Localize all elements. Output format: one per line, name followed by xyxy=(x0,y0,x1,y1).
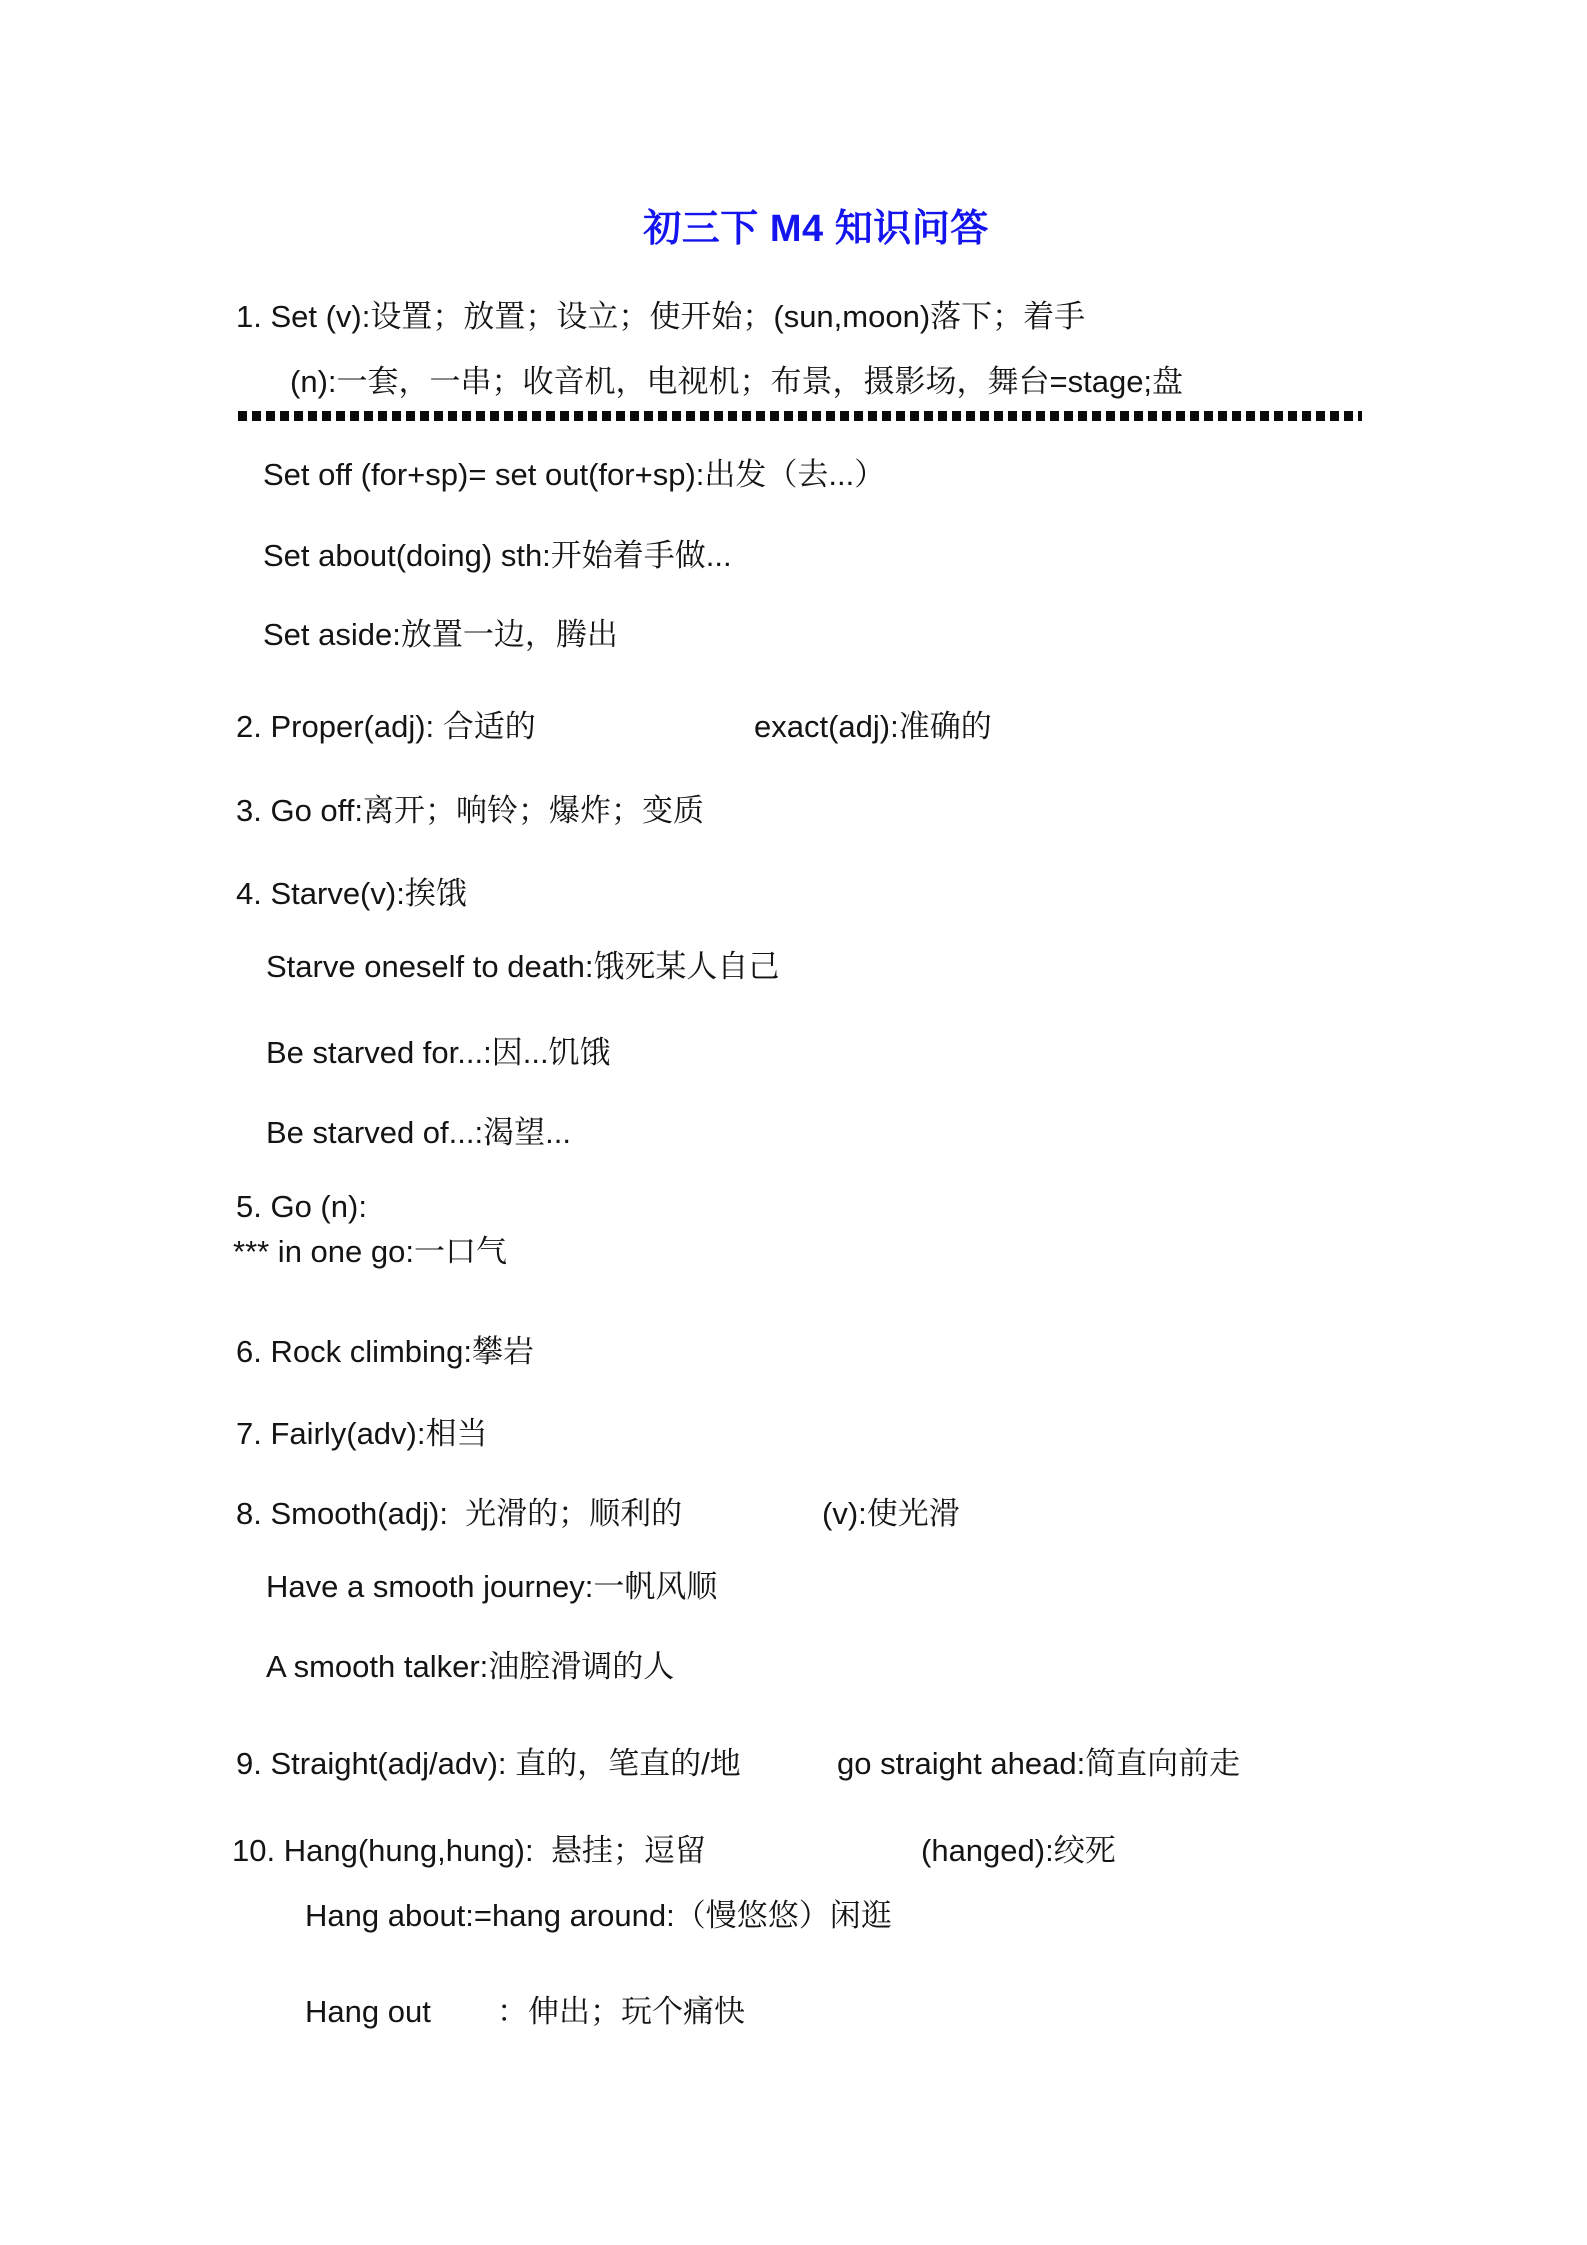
entry-10-hanged: (hanged):绞死 xyxy=(921,1833,1116,1868)
entry-3-go-off: 3. Go off:离开；响铃；爆炸；变质 xyxy=(236,793,704,828)
phrase-be-starved-for: Be starved for...:因...饥饿 xyxy=(266,1035,611,1070)
entry-10-hang: 10. Hang(hung,hung): 悬挂；逗留 xyxy=(232,1833,706,1868)
entry-2-proper: 2. Proper(adj): 合适的 xyxy=(236,709,536,744)
entry-9-straight: 9. Straight(adj/adv): 直的，笔直的/地 xyxy=(236,1746,741,1781)
page-title: 初三下 M4 知识问答 xyxy=(643,208,989,250)
phrase-set-about: Set about(doing) sth:开始着手做... xyxy=(263,538,732,573)
entry-1-set-noun: (n):一套，一串；收音机，电视机；布景，摄影场，舞台=stage;盘 xyxy=(290,364,1184,399)
phrase-hang-about: Hang about:=hang around:（慢悠悠）闲逛 xyxy=(305,1898,892,1933)
phrase-smooth-journey: Have a smooth journey:一帆风顺 xyxy=(266,1569,718,1604)
phrase-set-off: Set off (for+sp)= set out(for+sp):出发（去...） xyxy=(263,457,886,492)
phrase-hang-out: Hang out xyxy=(305,1994,431,2029)
entry-2-exact: exact(adj):准确的 xyxy=(754,709,992,744)
phrase-be-starved-of: Be starved of...:渴望... xyxy=(266,1115,571,1150)
dotted-divider xyxy=(238,411,1362,421)
entry-6-rock-climbing: 6. Rock climbing:攀岩 xyxy=(236,1334,535,1369)
entry-8-smooth: 8. Smooth(adj): 光滑的；顺利的 xyxy=(236,1496,683,1531)
entry-7-fairly: 7. Fairly(adv):相当 xyxy=(236,1416,488,1451)
entry-9-go-straight-ahead: go straight ahead:简直向前走 xyxy=(837,1746,1241,1781)
phrase-in-one-go: *** in one go:一口气 xyxy=(233,1234,507,1269)
entry-8-smooth-verb: (v):使光滑 xyxy=(822,1496,960,1531)
entry-1-set-verb: 1. Set (v):设置；放置；设立；使开始；(sun,moon)落下；着手 xyxy=(236,299,1086,334)
phrase-smooth-talker: A smooth talker:油腔滑调的人 xyxy=(266,1649,675,1684)
phrase-starve-oneself: Starve oneself to death:饿死某人自己 xyxy=(266,949,780,984)
phrase-set-aside: Set aside:放置一边，腾出 xyxy=(263,617,618,652)
entry-4-starve: 4. Starve(v):挨饿 xyxy=(236,876,467,911)
phrase-hang-out-meaning: ：伸出；玩个痛快 xyxy=(497,1994,745,2029)
entry-5-go: 5. Go (n): xyxy=(236,1189,367,1224)
